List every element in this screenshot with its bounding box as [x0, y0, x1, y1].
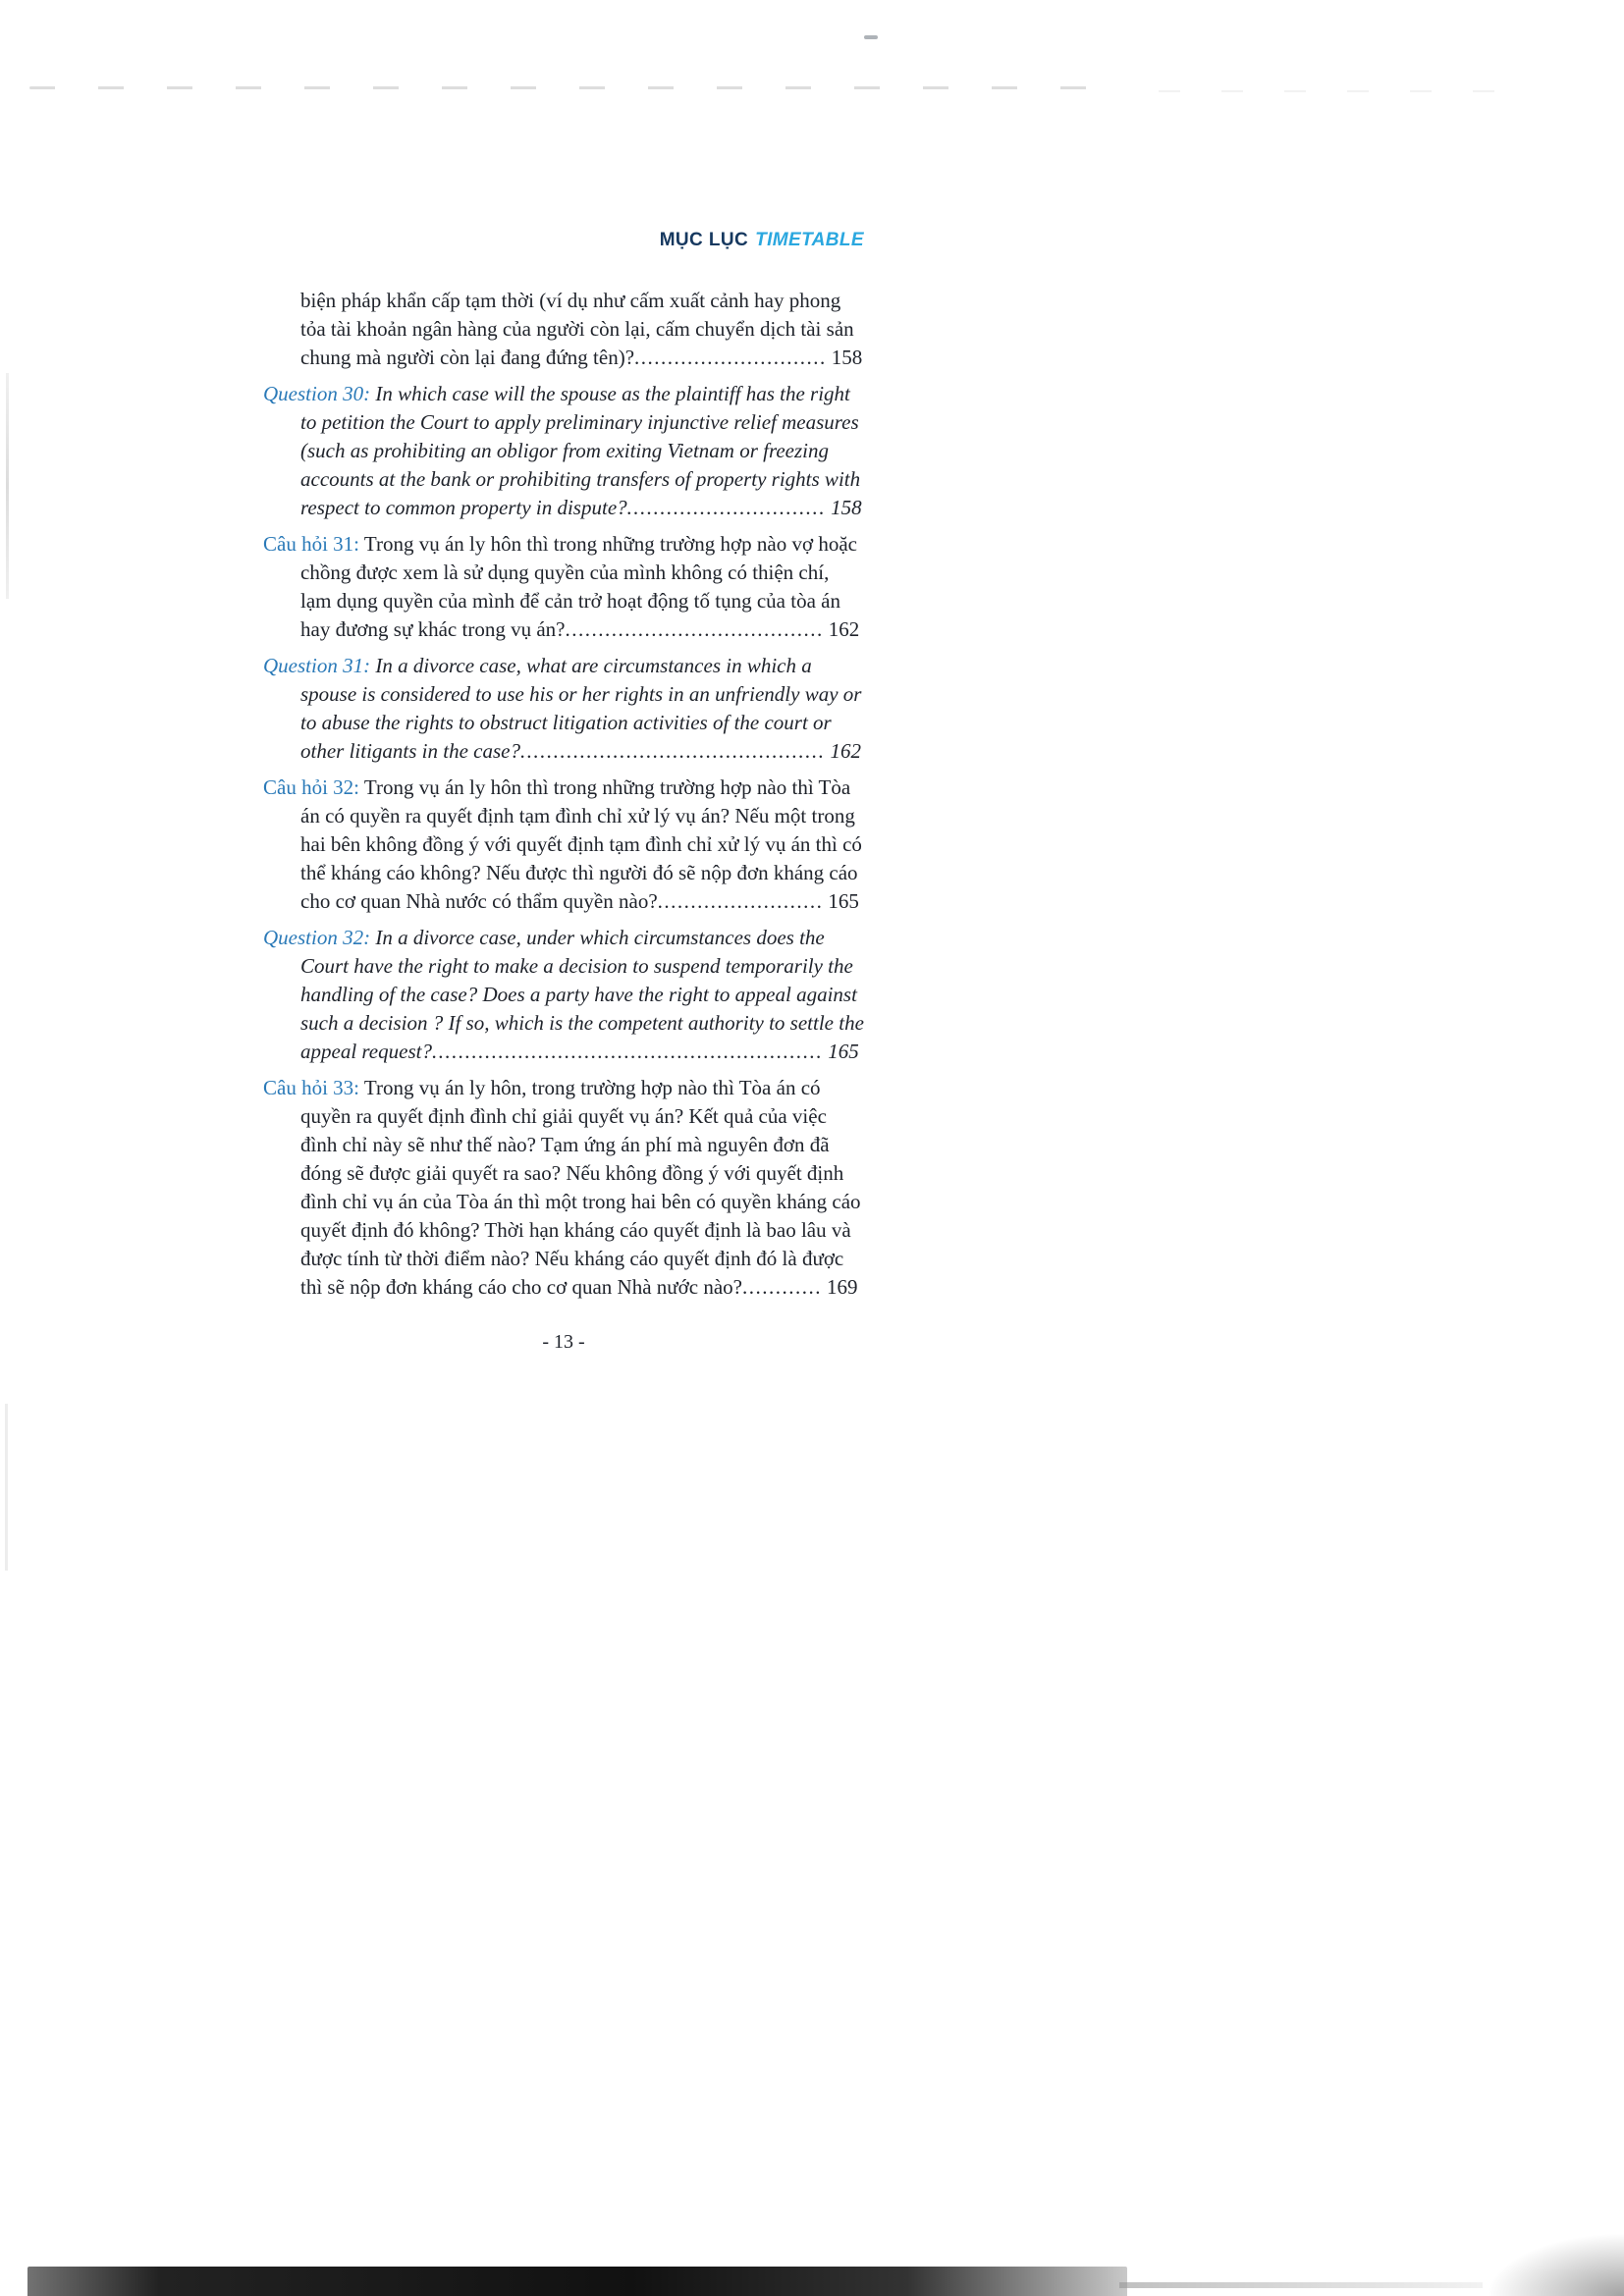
- toc-list: [263, 287, 864, 1302]
- scan-artifact-top-edge: [29, 86, 1114, 89]
- scan-artifact-bottom-edge: [27, 2267, 1127, 2296]
- toc-entry: [263, 774, 864, 916]
- toc-entry-label: Câu hỏi 33:: [263, 1076, 359, 1099]
- dot-leader: ...........................................................: [431, 1040, 824, 1063]
- scan-artifact-corner-smudge: [1487, 2233, 1624, 2296]
- dot-leader: .............................: [634, 346, 827, 369]
- toc-entry: [263, 380, 864, 522]
- scan-artifact-top-edge-right: [1159, 90, 1532, 92]
- toc-entry-text: In a divorce case, what are circumstances in which a spouse is considered to use his or her rights in an unfriendly way or to abuse the rights to obstruct litigation activities of the court or other litigants in the case?: [300, 654, 862, 763]
- dot-leader: ..............................: [626, 496, 827, 519]
- page-header: [263, 230, 864, 251]
- scan-artifact-left-edge-2: [5, 1404, 8, 1571]
- toc-title-english: TIMETABLE: [755, 230, 864, 250]
- toc-entry-text: Trong vụ án ly hôn thì trong những trường hợp nào vợ hoặc chồng được xem là sử dụng quyền của mình không có thiện chí, lạm dụng quyền của mình để cản trở hoạt động tố tụng của tòa án hay đương sự khác trong vụ án?: [300, 532, 857, 641]
- toc-title-vietnamese: MỤC LỤC: [659, 230, 749, 250]
- toc-entry-text: In a divorce case, under which circumstances does the Court have the right to make a decision to suspend temporarily the handling of the case? Does a party have the right to appeal against such a decision ? If so, which is the competent authority to settle the appeal request?: [300, 926, 864, 1063]
- toc-entry: [263, 1074, 864, 1302]
- toc-entry-text: In which case will the spouse as the plaintiff has the right to petition the Court to apply preliminary injunctive relief measures (such as prohibiting an obligor from exiting Vietnam or freezing accounts at the bank or prohibiting transfers of property rights with respect to common property in dispute?: [300, 382, 861, 519]
- dot-leader: .......................................: [565, 617, 824, 641]
- toc-entry-page: 165: [828, 1040, 859, 1063]
- scan-artifact-bottom-line: [1119, 2282, 1483, 2288]
- toc-entry: [263, 530, 864, 644]
- toc-entry: [263, 652, 864, 766]
- toc-entry: [263, 287, 864, 372]
- toc-page-content: [263, 230, 864, 1354]
- scan-artifact-left-edge-1: [6, 373, 9, 599]
- toc-entry-label: Câu hỏi 32:: [263, 775, 359, 799]
- toc-entry-text: biện pháp khẩn cấp tạm thời (ví dụ như cấm xuất cảnh hay phong tỏa tài khoản ngân hàng của người còn lại, cấm chuyển dịch tài sản chung mà người còn lại đang đứng tên)?: [300, 289, 854, 369]
- toc-entry-page: 158: [831, 346, 863, 369]
- toc-entry-label: Question 31:: [263, 654, 371, 677]
- toc-entry: [263, 924, 864, 1066]
- toc-entry-page: 162: [828, 617, 860, 641]
- toc-entry-page: 165: [828, 889, 859, 913]
- toc-entry-text: Trong vụ án ly hôn, trong trường hợp nào thì Tòa án có quyền ra quyết định đình chỉ giải quyết vụ án? Kết quả của việc đình chỉ này sẽ như thế nào? Tạm ứng án phí mà nguyên đơn đã đóng sẽ được giải quyết ra sao? Nếu không đồng ý với quyết định đình chỉ vụ án của Tòa án thì một trong hai bên có quyền kháng cáo quyết định đó không? Thời hạn kháng cáo quyết định là bao lâu và được tính từ thời điểm nào? Nếu kháng cáo quyết định đó là được thì sẽ nộp đơn kháng cáo cho cơ quan Nhà nước nào?: [300, 1076, 861, 1299]
- toc-entry-label: Câu hỏi 31:: [263, 532, 359, 556]
- toc-entry-label: Question 32:: [263, 926, 371, 949]
- page-number-footer: - 13 -: [542, 1331, 585, 1353]
- toc-entry-page: 162: [830, 739, 861, 763]
- toc-entry-text: Trong vụ án ly hôn thì trong những trường hợp nào thì Tòa án có quyền ra quyết định tạm đình chỉ xử lý vụ án? Nếu một trong hai bên không đồng ý với quyết định tạm đình chỉ xử lý vụ án thì có thể kháng cáo không? Nếu được thì người đó sẽ nộp đơn kháng cáo cho cơ quan Nhà nước có thẩm quyền nào?: [300, 775, 862, 913]
- dot-leader: ..............................................: [519, 739, 826, 763]
- toc-entry-page: 158: [831, 496, 862, 519]
- dot-leader: ............: [741, 1275, 822, 1299]
- dot-leader: .........................: [657, 889, 824, 913]
- toc-entry-page: 169: [826, 1275, 858, 1299]
- toc-entry-label: Question 30:: [263, 382, 371, 405]
- scan-artifact-speck: [864, 35, 878, 39]
